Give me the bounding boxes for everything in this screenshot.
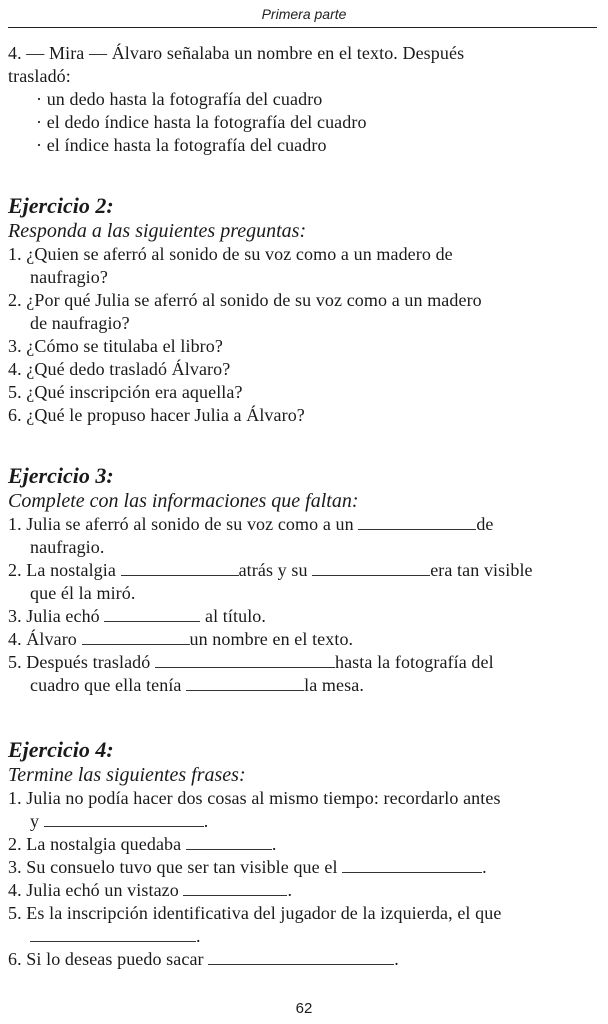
blank-field[interactable] xyxy=(82,629,190,645)
exercise-3-line-3: 3. Julia echó al título. xyxy=(8,606,266,626)
blank-field[interactable] xyxy=(342,857,482,873)
exercise-4-line-2: 2. La nostalgia quedaba . xyxy=(8,834,277,854)
blank-field[interactable] xyxy=(312,560,430,576)
exercise-3-line-1-cont: naufragio. xyxy=(30,537,105,557)
intro-line-1: 4. — Mira — Álvaro señalaba un nombre en el texto. Después xyxy=(8,43,465,63)
header-rule xyxy=(8,27,597,28)
blank-field[interactable] xyxy=(186,675,304,691)
question-line: naufragio? xyxy=(30,267,108,287)
blank-field[interactable] xyxy=(183,880,287,896)
intro-option: · un dedo hasta la fotografía del cuadro xyxy=(36,89,323,109)
question-line: 5. ¿Qué inscripción era aquella? xyxy=(8,382,243,402)
exercise-3-line-5-cont: cuadro que ella tenía la mesa. xyxy=(30,675,364,695)
question-line: de naufragio? xyxy=(30,313,130,333)
blank-field[interactable] xyxy=(186,834,272,850)
intro-option: · el índice hasta la fotografía del cuadro xyxy=(36,135,327,155)
blank-field[interactable] xyxy=(121,560,239,576)
blank-field[interactable] xyxy=(44,811,204,827)
exercise-3-line-5: 5. Después trasladó hasta la fotografía del xyxy=(8,652,494,672)
exercise-2-instruction: Responda a las siguientes preguntas: xyxy=(8,220,307,242)
exercise-3-line-4: 4. Álvaro un nombre en el texto. xyxy=(8,629,354,649)
question-line: 4. ¿Qué dedo trasladó Álvaro? xyxy=(8,359,231,379)
blank-field[interactable] xyxy=(30,926,196,942)
blank-field[interactable] xyxy=(155,652,335,668)
exercise-2-title: Ejercicio 2: xyxy=(8,193,114,218)
exercise-3-line-2-cont: que él la miró. xyxy=(30,583,136,603)
exercise-4-line-1-cont: y . xyxy=(30,811,209,831)
question-line: 2. ¿Por qué Julia se aferró al sonido de su voz como a un madero xyxy=(8,290,482,310)
exercise-4-line-6: 6. Si lo deseas puedo sacar . xyxy=(8,949,399,969)
exercise-2 xyxy=(8,193,600,427)
exercise-4-instruction: Termine las siguientes frases: xyxy=(8,764,246,786)
page-number: 62 xyxy=(295,1000,313,1017)
running-header: Primera parte xyxy=(261,6,347,22)
exercise-4-line-5: 5. Es la inscripción identificativa del jugador de la izquierda, el que xyxy=(8,903,502,923)
question-line: 3. ¿Cómo se titulaba el libro? xyxy=(8,336,223,356)
blank-field[interactable] xyxy=(358,514,476,530)
exercise-3-title: Ejercicio 3: xyxy=(8,463,114,488)
exercise-3-line-2: 2. La nostalgia atrás y su era tan visible xyxy=(8,560,533,580)
exercise-3-line-1: 1. Julia se aferró al sonido de su voz como a un de xyxy=(8,514,494,534)
question-line: 6. ¿Qué le propuso hacer Julia a Álvaro? xyxy=(8,405,305,425)
intro-option: · el dedo índice hasta la fotografía del cuadro xyxy=(36,112,367,132)
intro-section xyxy=(8,42,600,157)
exercise-4-line-3: 3. Su consuelo tuvo que ser tan visible que el . xyxy=(8,857,487,877)
blank-field[interactable] xyxy=(104,606,200,622)
exercise-4-title: Ejercicio 4: xyxy=(8,737,114,762)
question-line: 1. ¿Quien se aferró al sonido de su voz como a un madero de xyxy=(8,244,453,264)
exercise-3 xyxy=(8,463,600,697)
blank-field[interactable] xyxy=(208,949,394,965)
intro-line-2: trasladó: xyxy=(8,66,71,86)
exercise-3-instruction: Complete con las informaciones que faltan: xyxy=(8,490,359,512)
exercise-4-line-1: 1. Julia no podía hacer dos cosas al mismo tiempo: recordarlo antes xyxy=(8,788,501,808)
exercise-4-line-4: 4. Julia echó un vistazo . xyxy=(8,880,293,900)
exercise-4 xyxy=(8,737,600,971)
exercise-4-line-5-cont: . xyxy=(8,925,600,948)
